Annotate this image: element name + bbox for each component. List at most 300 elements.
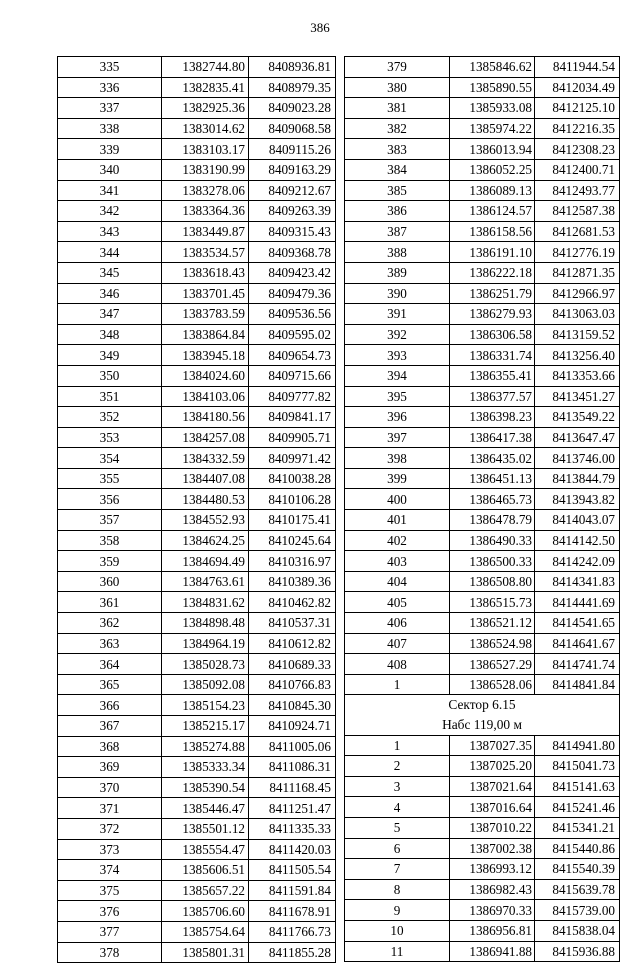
table-row (58, 77, 336, 98)
point-number-cell: 3 (345, 776, 450, 797)
y-coordinate-cell: 8410845.30 (249, 695, 336, 716)
y-coordinate-cell: 8412216.35 (535, 118, 620, 139)
y-coordinate-cell: 8410175.41 (249, 510, 336, 531)
point-number-cell: 353 (58, 427, 162, 448)
x-coordinate-cell: 1385446.47 (162, 798, 249, 819)
y-coordinate-cell: 8413943.82 (535, 489, 620, 510)
x-coordinate-cell: 1385974.22 (450, 118, 535, 139)
point-number-cell: 388 (345, 242, 450, 263)
x-coordinate-cell: 1384831.62 (162, 592, 249, 613)
y-coordinate-cell: 8409536.56 (249, 304, 336, 325)
y-coordinate-cell: 8410106.28 (249, 489, 336, 510)
y-coordinate-cell: 8413451.27 (535, 386, 620, 407)
y-coordinate-cell: 8411855.28 (249, 942, 336, 963)
y-coordinate-cell: 8410316.97 (249, 551, 336, 572)
table-row (345, 900, 620, 921)
x-coordinate-cell: 1384257.08 (162, 427, 249, 448)
y-coordinate-cell: 8411678.91 (249, 901, 336, 922)
point-number-cell: 397 (345, 427, 450, 448)
point-number-cell: 350 (58, 365, 162, 386)
table-row (345, 735, 620, 756)
table-row (58, 839, 336, 860)
table-row (345, 159, 620, 180)
table-row (345, 817, 620, 838)
table-row (345, 118, 620, 139)
x-coordinate-cell: 1385554.47 (162, 839, 249, 860)
x-coordinate-cell: 1386222.18 (450, 262, 535, 283)
table-row (58, 674, 336, 695)
point-number-cell: 359 (58, 551, 162, 572)
table-row (345, 592, 620, 613)
point-number-cell: 378 (58, 942, 162, 963)
y-coordinate-cell: 8412776.19 (535, 242, 620, 263)
y-coordinate-cell: 8412400.71 (535, 159, 620, 180)
point-number-cell: 357 (58, 510, 162, 531)
y-coordinate-cell: 8414341.83 (535, 571, 620, 592)
x-coordinate-cell: 1386417.38 (450, 427, 535, 448)
y-coordinate-cell: 8412308.23 (535, 139, 620, 160)
x-coordinate-cell: 1383014.62 (162, 118, 249, 139)
table-row (345, 654, 620, 675)
y-coordinate-cell: 8409715.66 (249, 365, 336, 386)
point-number-cell: 374 (58, 860, 162, 881)
x-coordinate-cell: 1387021.64 (450, 776, 535, 797)
table-row (345, 77, 620, 98)
table-row (58, 777, 336, 798)
x-coordinate-cell: 1386521.12 (450, 613, 535, 634)
y-coordinate-cell: 8408936.81 (249, 57, 336, 78)
y-coordinate-cell: 8410245.64 (249, 530, 336, 551)
table-row (58, 324, 336, 345)
point-number-cell: 391 (345, 304, 450, 325)
x-coordinate-cell: 1386941.88 (450, 941, 535, 962)
x-coordinate-cell: 1386089.13 (450, 180, 535, 201)
table-row (58, 489, 336, 510)
sector-title: Сектор 6.15 (345, 695, 620, 715)
y-coordinate-cell: 8413353.66 (535, 365, 620, 386)
point-number-cell: 394 (345, 365, 450, 386)
y-coordinate-cell: 8411335.33 (249, 818, 336, 839)
point-number-cell: 398 (345, 448, 450, 469)
x-coordinate-cell: 1383449.87 (162, 221, 249, 242)
point-number-cell: 347 (58, 304, 162, 325)
table-row (345, 139, 620, 160)
x-coordinate-cell: 1386956.81 (450, 920, 535, 941)
table-row (58, 242, 336, 263)
table-row (345, 571, 620, 592)
point-number-cell: 345 (58, 262, 162, 283)
x-coordinate-cell: 1383783.59 (162, 304, 249, 325)
x-coordinate-cell: 1386515.73 (450, 592, 535, 613)
x-coordinate-cell: 1386970.33 (450, 900, 535, 921)
x-coordinate-cell: 1387016.64 (450, 797, 535, 818)
table-row (58, 530, 336, 551)
point-number-cell: 402 (345, 530, 450, 551)
y-coordinate-cell: 8411591.84 (249, 880, 336, 901)
x-coordinate-cell: 1386331.74 (450, 345, 535, 366)
y-coordinate-cell: 8410689.33 (249, 654, 336, 675)
table-row (58, 860, 336, 881)
point-number-cell: 10 (345, 920, 450, 941)
x-coordinate-cell: 1386508.80 (450, 571, 535, 592)
x-coordinate-cell: 1386528.06 (450, 674, 535, 695)
y-coordinate-cell: 8411420.03 (249, 839, 336, 860)
coordinates-table-left (57, 56, 336, 963)
point-number-cell: 375 (58, 880, 162, 901)
y-coordinate-cell: 8413063.03 (535, 304, 620, 325)
x-coordinate-cell: 1385890.55 (450, 77, 535, 98)
y-coordinate-cell: 8409479.36 (249, 283, 336, 304)
y-coordinate-cell: 8411251.47 (249, 798, 336, 819)
point-number-cell: 342 (58, 201, 162, 222)
x-coordinate-cell: 1386451.13 (450, 468, 535, 489)
point-number-cell: 405 (345, 592, 450, 613)
point-number-cell: 390 (345, 283, 450, 304)
y-coordinate-cell: 8409163.29 (249, 159, 336, 180)
point-number-cell: 401 (345, 510, 450, 531)
y-coordinate-cell: 8411766.73 (249, 921, 336, 942)
table-row (58, 818, 336, 839)
table-row (58, 551, 336, 572)
x-coordinate-cell: 1385706.60 (162, 901, 249, 922)
x-coordinate-cell: 1386435.02 (450, 448, 535, 469)
point-number-cell: 352 (58, 407, 162, 428)
point-number-cell: 364 (58, 654, 162, 675)
table-row (58, 139, 336, 160)
y-coordinate-cell: 8412125.10 (535, 98, 620, 119)
y-coordinate-cell: 8410389.36 (249, 571, 336, 592)
x-coordinate-cell: 1384480.53 (162, 489, 249, 510)
table-row (58, 695, 336, 716)
table-row (58, 880, 336, 901)
y-coordinate-cell: 8410038.28 (249, 468, 336, 489)
point-number-cell: 336 (58, 77, 162, 98)
point-number-cell: 349 (58, 345, 162, 366)
table-row (58, 571, 336, 592)
point-number-cell: 393 (345, 345, 450, 366)
point-number-cell: 4 (345, 797, 450, 818)
y-coordinate-cell: 8414941.80 (535, 735, 620, 756)
y-coordinate-cell: 8415838.04 (535, 920, 620, 941)
table-row (345, 98, 620, 119)
table-row (58, 901, 336, 922)
point-number-cell: 348 (58, 324, 162, 345)
x-coordinate-cell: 1386465.73 (450, 489, 535, 510)
table-row (345, 879, 620, 900)
y-coordinate-cell: 8413549.22 (535, 407, 620, 428)
y-coordinate-cell: 8409841.17 (249, 407, 336, 428)
table-row (345, 427, 620, 448)
table-row (345, 530, 620, 551)
table-row (345, 407, 620, 428)
table-row (345, 57, 620, 78)
point-number-cell: 363 (58, 633, 162, 654)
point-number-cell: 354 (58, 448, 162, 469)
x-coordinate-cell: 1383534.57 (162, 242, 249, 263)
x-coordinate-cell: 1385215.17 (162, 716, 249, 737)
table-row (58, 221, 336, 242)
point-number-cell: 389 (345, 262, 450, 283)
x-coordinate-cell: 1387027.35 (450, 735, 535, 756)
x-coordinate-cell: 1386500.33 (450, 551, 535, 572)
y-coordinate-cell: 8409423.42 (249, 262, 336, 283)
point-number-cell: 369 (58, 757, 162, 778)
table-row (345, 324, 620, 345)
point-number-cell: 392 (345, 324, 450, 345)
y-coordinate-cell: 8414541.65 (535, 613, 620, 634)
table-row (58, 921, 336, 942)
x-coordinate-cell: 1385846.62 (450, 57, 535, 78)
y-coordinate-cell: 8415440.86 (535, 838, 620, 859)
point-number-cell: 341 (58, 180, 162, 201)
table-row (58, 736, 336, 757)
table-row (58, 448, 336, 469)
table-row (345, 510, 620, 531)
y-coordinate-cell: 8409023.28 (249, 98, 336, 119)
table-row (345, 797, 620, 818)
table-row (58, 654, 336, 675)
x-coordinate-cell: 1386478.79 (450, 510, 535, 531)
table-row (58, 942, 336, 963)
point-number-cell: 5 (345, 817, 450, 838)
x-coordinate-cell: 1386013.94 (450, 139, 535, 160)
point-number-cell: 370 (58, 777, 162, 798)
coordinates-table-right (344, 56, 620, 962)
table-row (58, 262, 336, 283)
table-row (58, 98, 336, 119)
table-row (58, 118, 336, 139)
y-coordinate-cell: 8413256.40 (535, 345, 620, 366)
point-number-cell: 376 (58, 901, 162, 922)
y-coordinate-cell: 8410924.71 (249, 716, 336, 737)
x-coordinate-cell: 1382744.80 (162, 57, 249, 78)
table-row (58, 798, 336, 819)
x-coordinate-cell: 1387010.22 (450, 817, 535, 838)
x-coordinate-cell: 1384407.08 (162, 468, 249, 489)
y-coordinate-cell: 8413746.00 (535, 448, 620, 469)
point-number-cell: 351 (58, 386, 162, 407)
x-coordinate-cell: 1382925.36 (162, 98, 249, 119)
x-coordinate-cell: 1384332.59 (162, 448, 249, 469)
x-coordinate-cell: 1383945.18 (162, 345, 249, 366)
y-coordinate-cell: 8415936.88 (535, 941, 620, 962)
point-number-cell: 381 (345, 98, 450, 119)
table-row (345, 262, 620, 283)
point-number-cell: 404 (345, 571, 450, 592)
x-coordinate-cell: 1385657.22 (162, 880, 249, 901)
y-coordinate-cell: 8410537.31 (249, 613, 336, 634)
table-row (345, 180, 620, 201)
point-number-cell: 366 (58, 695, 162, 716)
table-row (345, 201, 620, 222)
x-coordinate-cell: 1387002.38 (450, 838, 535, 859)
point-number-cell: 356 (58, 489, 162, 510)
x-coordinate-cell: 1383278.06 (162, 180, 249, 201)
point-number-cell: 8 (345, 879, 450, 900)
y-coordinate-cell: 8409263.39 (249, 201, 336, 222)
y-coordinate-cell: 8413647.47 (535, 427, 620, 448)
point-number-cell: 403 (345, 551, 450, 572)
table-row (345, 859, 620, 880)
x-coordinate-cell: 1385606.51 (162, 860, 249, 881)
table-row (58, 716, 336, 737)
y-coordinate-cell: 8414741.74 (535, 654, 620, 675)
y-coordinate-cell: 8413159.52 (535, 324, 620, 345)
table-row (345, 304, 620, 325)
y-coordinate-cell: 8415141.63 (535, 776, 620, 797)
x-coordinate-cell: 1384898.48 (162, 613, 249, 634)
point-number-cell: 382 (345, 118, 450, 139)
x-coordinate-cell: 1386251.79 (450, 283, 535, 304)
x-coordinate-cell: 1385801.31 (162, 942, 249, 963)
table-row (345, 242, 620, 263)
x-coordinate-cell: 1383103.17 (162, 139, 249, 160)
table-row (58, 427, 336, 448)
y-coordinate-cell: 8410612.82 (249, 633, 336, 654)
table-row (345, 221, 620, 242)
point-number-cell: 371 (58, 798, 162, 819)
table-row (58, 633, 336, 654)
table-row (345, 633, 620, 654)
y-coordinate-cell: 8415540.39 (535, 859, 620, 880)
x-coordinate-cell: 1382835.41 (162, 77, 249, 98)
y-coordinate-cell: 8409212.67 (249, 180, 336, 201)
x-coordinate-cell: 1384964.19 (162, 633, 249, 654)
x-coordinate-cell: 1386052.25 (450, 159, 535, 180)
x-coordinate-cell: 1384552.93 (162, 510, 249, 531)
y-coordinate-cell: 8412871.35 (535, 262, 620, 283)
table-row (345, 756, 620, 777)
table-row (345, 345, 620, 366)
point-number-cell: 335 (58, 57, 162, 78)
table-row (58, 386, 336, 407)
point-number-cell: 361 (58, 592, 162, 613)
table-row (58, 407, 336, 428)
table-row (345, 386, 620, 407)
table-row (345, 920, 620, 941)
y-coordinate-cell: 8408979.35 (249, 77, 336, 98)
table-row (58, 468, 336, 489)
point-number-cell: 1 (345, 735, 450, 756)
point-number-cell: 358 (58, 530, 162, 551)
point-number-cell: 337 (58, 98, 162, 119)
table-row (345, 283, 620, 304)
sector-header-row (345, 715, 620, 735)
y-coordinate-cell: 8414142.50 (535, 530, 620, 551)
y-coordinate-cell: 8411944.54 (535, 57, 620, 78)
table-row (58, 345, 336, 366)
point-number-cell: 408 (345, 654, 450, 675)
y-coordinate-cell: 8411086.31 (249, 757, 336, 778)
x-coordinate-cell: 1386982.43 (450, 879, 535, 900)
x-coordinate-cell: 1384024.60 (162, 365, 249, 386)
table-row (58, 201, 336, 222)
point-number-cell: 407 (345, 633, 450, 654)
x-coordinate-cell: 1383364.36 (162, 201, 249, 222)
point-number-cell: 367 (58, 716, 162, 737)
point-number-cell: 395 (345, 386, 450, 407)
y-coordinate-cell: 8414242.09 (535, 551, 620, 572)
y-coordinate-cell: 8411505.54 (249, 860, 336, 881)
table-row (345, 468, 620, 489)
x-coordinate-cell: 1386398.23 (450, 407, 535, 428)
y-coordinate-cell: 8414841.84 (535, 674, 620, 695)
point-number-cell: 338 (58, 118, 162, 139)
x-coordinate-cell: 1383864.84 (162, 324, 249, 345)
y-coordinate-cell: 8409595.02 (249, 324, 336, 345)
point-number-cell: 380 (345, 77, 450, 98)
point-number-cell: 379 (345, 57, 450, 78)
x-coordinate-cell: 1385028.73 (162, 654, 249, 675)
y-coordinate-cell: 8410766.83 (249, 674, 336, 695)
y-coordinate-cell: 8414441.69 (535, 592, 620, 613)
x-coordinate-cell: 1386993.12 (450, 859, 535, 880)
point-number-cell: 1 (345, 674, 450, 695)
y-coordinate-cell: 8415639.78 (535, 879, 620, 900)
point-number-cell: 9 (345, 900, 450, 921)
point-number-cell: 344 (58, 242, 162, 263)
table-row (345, 838, 620, 859)
x-coordinate-cell: 1383190.99 (162, 159, 249, 180)
point-number-cell: 400 (345, 489, 450, 510)
table-row (345, 776, 620, 797)
x-coordinate-cell: 1384103.06 (162, 386, 249, 407)
point-number-cell: 384 (345, 159, 450, 180)
y-coordinate-cell: 8412493.77 (535, 180, 620, 201)
table-row (58, 613, 336, 634)
sector-header-row (345, 695, 620, 715)
x-coordinate-cell: 1386377.57 (450, 386, 535, 407)
x-coordinate-cell: 1385333.34 (162, 757, 249, 778)
x-coordinate-cell: 1386355.41 (450, 365, 535, 386)
point-number-cell: 387 (345, 221, 450, 242)
y-coordinate-cell: 8415341.21 (535, 817, 620, 838)
point-number-cell: 343 (58, 221, 162, 242)
point-number-cell: 385 (345, 180, 450, 201)
point-number-cell: 368 (58, 736, 162, 757)
sector-subtitle: Набс 119,00 м (345, 715, 620, 735)
y-coordinate-cell: 8414641.67 (535, 633, 620, 654)
x-coordinate-cell: 1386524.98 (450, 633, 535, 654)
x-coordinate-cell: 1385933.08 (450, 98, 535, 119)
table-row (345, 613, 620, 634)
point-number-cell: 399 (345, 468, 450, 489)
point-number-cell: 340 (58, 159, 162, 180)
table-row (58, 757, 336, 778)
x-coordinate-cell: 1383701.45 (162, 283, 249, 304)
x-coordinate-cell: 1384624.25 (162, 530, 249, 551)
y-coordinate-cell: 8409368.78 (249, 242, 336, 263)
point-number-cell: 383 (345, 139, 450, 160)
table-row (345, 551, 620, 572)
table-row (345, 489, 620, 510)
point-number-cell: 11 (345, 941, 450, 962)
point-number-cell: 377 (58, 921, 162, 942)
y-coordinate-cell: 8409068.58 (249, 118, 336, 139)
y-coordinate-cell: 8412966.97 (535, 283, 620, 304)
x-coordinate-cell: 1383618.43 (162, 262, 249, 283)
y-coordinate-cell: 8412681.53 (535, 221, 620, 242)
y-coordinate-cell: 8412034.49 (535, 77, 620, 98)
y-coordinate-cell: 8409777.82 (249, 386, 336, 407)
x-coordinate-cell: 1385092.08 (162, 674, 249, 695)
y-coordinate-cell: 8409654.73 (249, 345, 336, 366)
x-coordinate-cell: 1385501.12 (162, 818, 249, 839)
point-number-cell: 386 (345, 201, 450, 222)
point-number-cell: 346 (58, 283, 162, 304)
table-row (58, 283, 336, 304)
y-coordinate-cell: 8413844.79 (535, 468, 620, 489)
